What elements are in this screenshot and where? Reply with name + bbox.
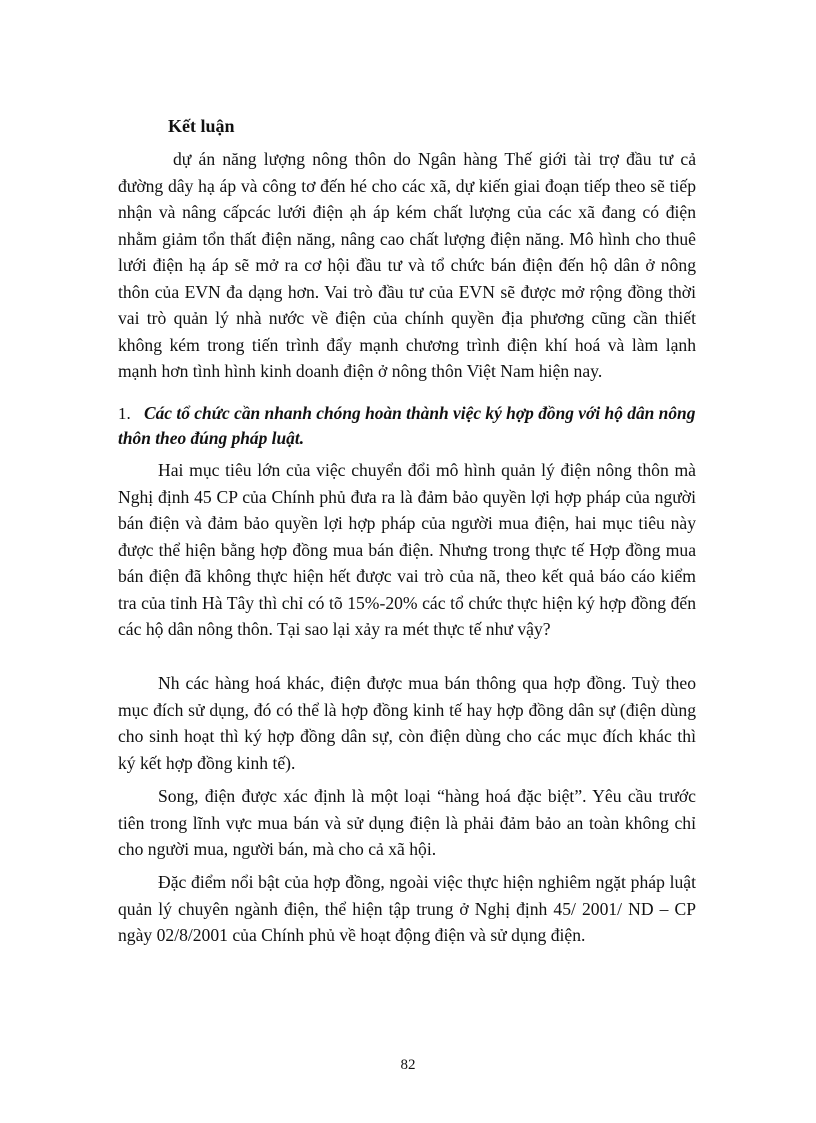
numbered-section-title (118, 401, 718, 451)
paragraph-objectives: Hai mục tiêu lớn của việc chuyển đổi mô hình quản lý điện nông thôn mà Nghị định 45 CP của Chính phủ đưa ra là đảm bảo quyền lợi hợp pháp của người bán điện và đảm bảo quyền lợi hợp pháp của người mua điện, hai mục tiêu này được thể hiện bằng hợp đồng mua bán điện. Nhưng trong thực tế Hợp đồng mua bán điện đã không thực hiện hết được vai trò của nã, theo kết quả báo cáo kiểm tra của tỉnh Hà Tây thì chỉ có tõ 15%-20% các tổ chức thực hiện ký hợp đồng đến các hộ dân nông thôn. Tại sao lại xảy ra mét thực tế như vậy? (118, 460, 696, 639)
section-title-text: Các tổ chức cần nhanh chóng hoàn thành việc ký hợp đồng với hộ dân nông thôn theo đúng pháp luật. (118, 403, 696, 448)
section-number: 1. (118, 404, 131, 423)
section-heading: Kết luận (168, 116, 235, 136)
page-number: 82 (400, 1057, 416, 1073)
paragraph-special-goods: Song, điện được xác định là một loại “hàng hoá đặc biệt”. Yêu cầu trước tiên trong lĩnh vực mua bán và sử dụng điện là phải đảm bảo an toàn không chỉ cho người mua, người bán, mà cho cả xã hội. (118, 786, 696, 859)
paragraph-contract-types: Nh các hàng hoá khác, điện được mua bán thông qua hợp đồng. Tuỳ theo mục đích sử dụng, đó có thể là hợp đồng kinh tế hay hợp đồng dân sự (điện dùng cho sinh hoạt thì ký hợp đồng dân sự, còn điện dùng cho các mục đích khác thì ký kết hợp đồng kinh tế). (118, 673, 696, 773)
paragraph-conclusion: dự án năng lượng nông thôn do Ngân hàng Thế giới tài trợ đầu tư cả đường dây hạ áp và công tơ đến hé cho các xã, dự kiến giai đoạn tiếp theo sẽ tiếp nhận và nâng cấpcác lưới điện ạh áp kém chất lượng của các xã đang có điện nhằm giảm tổn thất điện năng, nâng cao chất lượng điện năng. Mô hình cho thuê lưới điện hạ áp sẽ mở ra cơ hội đầu tư và tổ chức bán điện đến hộ dân ở nông thôn của EVN đa dạng hơn. Vai trò đầu tư của EVN sẽ được mở rộng đồng thời vai trò quản lý nhà nước về điện của chính quyền địa phương cũng cần thiết không kém trong tiến trình đẩy mạnh chương trình điện khí hoá và làm lạnh mạnh hơn tình hình kinh doanh điện ở nông thôn Việt Nam hiện nay. (118, 149, 696, 381)
paragraph-contract-features: Đặc điểm nổi bật của hợp đồng, ngoài việc thực hiện nghiêm ngặt pháp luật quản lý chuyên ngành điện, thể hiện tập trung ở Nghị định 45/ 2001/ ND – CP ngày 02/8/2001 của Chính phủ về hoạt động điện và sử dụng điện. (118, 872, 696, 945)
